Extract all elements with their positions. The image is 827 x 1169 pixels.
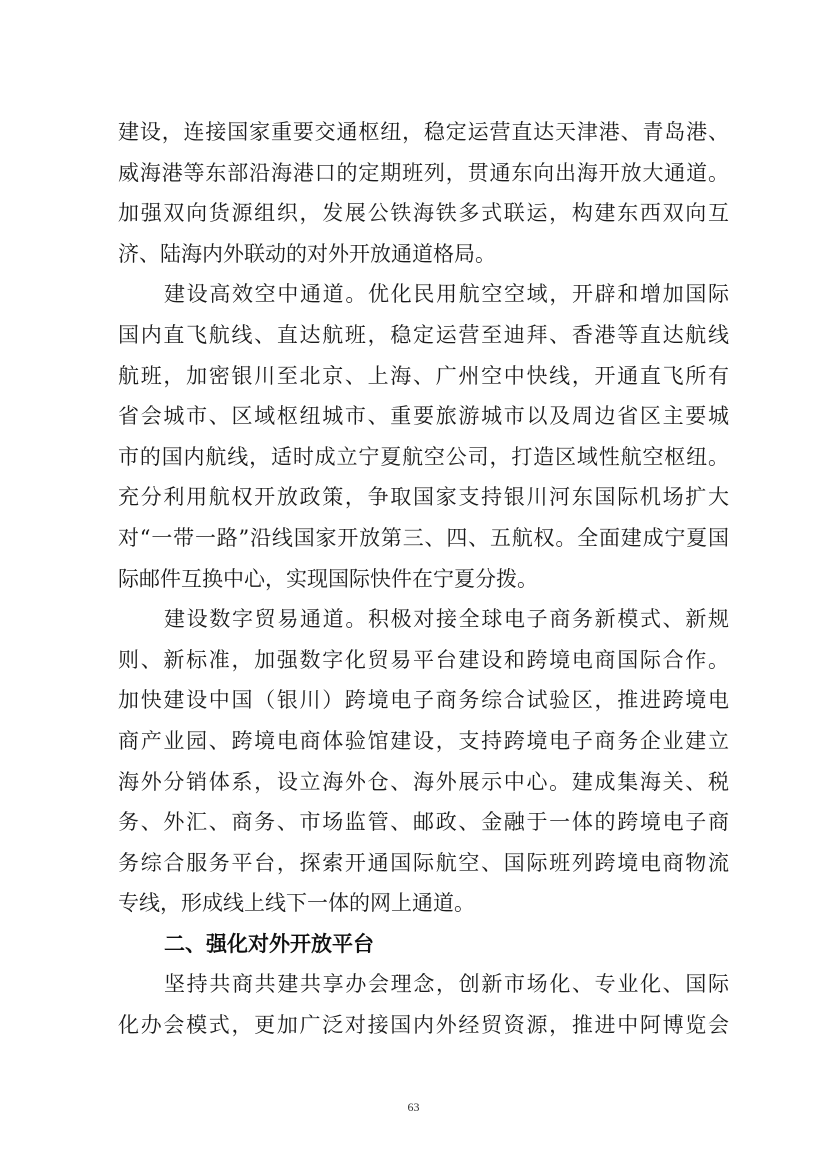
- text-line: 专线，形成线上线下一体的网上通道。: [118, 891, 475, 916]
- text-line: 建设数字贸易通道。积极对接全球电子商务新模式、新规: [164, 607, 729, 632]
- text-line: 务、外汇、商务、市场监管、邮政、金融于一体的跨境电子商: [118, 810, 729, 835]
- text-line: 建设，连接国家重要交通枢纽，稳定运营直达天津港、青岛港、: [118, 120, 729, 144]
- text-line: 商产业园、跨境电商体验馆建设，支持跨境电子商务企业建立: [118, 728, 729, 753]
- text-line: 威海港等东部沿海港口的定期班列，贯通东向出海开放大通道。: [118, 160, 729, 185]
- text-line: 化办会模式，更加广泛对接国内外经贸资源，推进中阿博览会: [118, 1013, 729, 1038]
- text-line: 际邮件互换中心，实现国际快件在宁夏分拨。: [118, 566, 538, 591]
- text-line: 国内直飞航线、直达航班，稳定运营至迪拜、香港等直达航线: [118, 322, 729, 347]
- text-line: 市的国内航线，适时成立宁夏航空公司，打造区域性航空枢纽。: [118, 444, 729, 469]
- text-line: 坚持共商共建共享办会理念，创新市场化、专业化、国际: [164, 972, 729, 997]
- text-line: 济、陆海内外联动的对外开放通道格局。: [118, 241, 496, 266]
- paragraph-open-platform: [118, 964, 729, 1045]
- paragraph-transport-channels: [118, 112, 729, 274]
- text-line: 省会城市、区域枢纽城市、重要旅游城市以及周边省区主要城: [118, 404, 729, 429]
- section-heading: 二、强化对外开放平台: [164, 931, 374, 956]
- text-line: 加快建设中国（银川）跨境电子商务综合试验区，推进跨境电: [118, 688, 729, 713]
- text-line: 加强双向货源组织，发展公铁海铁多式联运，构建东西双向互: [118, 201, 729, 226]
- text-line: 海外分销体系，设立海外仓、海外展示中心。建成集海关、税: [118, 769, 729, 794]
- page-number: 63: [407, 1100, 420, 1114]
- paragraph-digital-trade-channel: [118, 599, 729, 924]
- text-line: 航班，加密银川至北京、上海、广州空中快线，开通直飞所有: [118, 363, 729, 388]
- text-line: 对“一带一路”沿线国家开放第三、四、五航权。全面建成宁夏国: [118, 525, 729, 550]
- text-line: 务综合服务平台，探索开通国际航空、国际班列跨境电商物流: [118, 850, 729, 875]
- document-body: [118, 112, 729, 1046]
- paragraph-air-channel: [118, 274, 729, 599]
- text-line: 则、新标准，加强数字化贸易平台建设和跨境电商国际合作。: [118, 647, 729, 672]
- text-line: 充分利用航权开放政策，争取国家支持银川河东国际机场扩大: [118, 485, 729, 510]
- text-line: 建设高效空中通道。优化民用航空空域，开辟和增加国际: [164, 282, 729, 307]
